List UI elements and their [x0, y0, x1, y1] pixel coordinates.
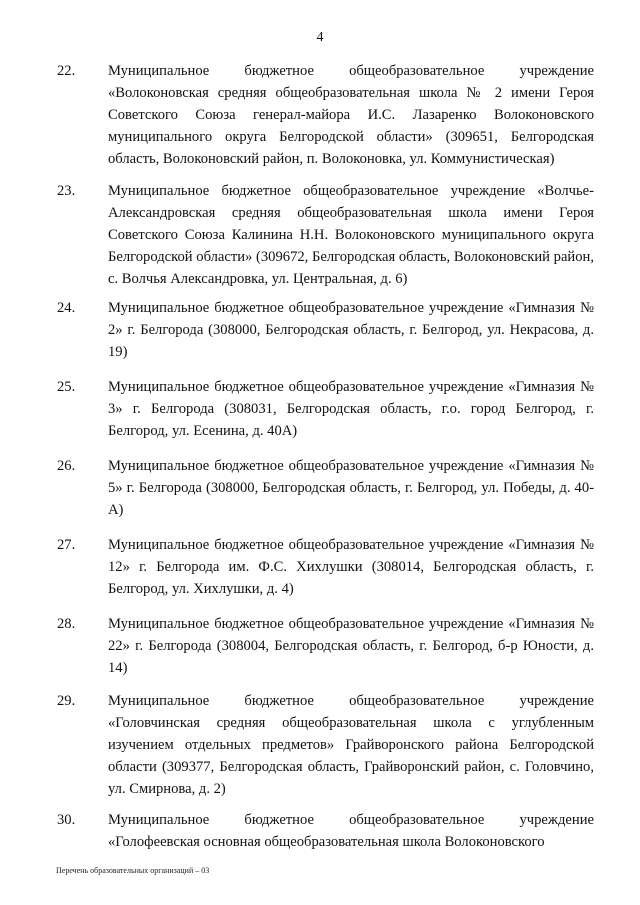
item-number: 28.	[57, 616, 76, 632]
item-number: 27.	[57, 537, 76, 553]
item-text: Муниципальное бюджетное общеобразовательное учреждение «Волчье-Александровская средняя общеобразовательная школа имени Героя Советского Союза Калинина Н.Н. Волоконовского муниципального округа Белгородской области» (309672, Белгородская область, Волоконовский район, с. Волчья Александровка, ул. Центральная, д. 6)	[108, 183, 594, 287]
item-text: Муниципальное бюджетное общеобразовательное учреждение «Гимназия № 22» г. Белгорода (308004, Белгородская область, г. Белгород, б-р Юности, д. 14)	[108, 616, 594, 676]
item-number: 22.	[57, 63, 76, 79]
item-text: Муниципальное бюджетное общеобразовательное учреждение «Гимназия № 12» г. Белгорода им. Ф.С. Хихлушки (308014, Белгородская область, г. Белгород, ул. Хихлушки, д. 4)	[108, 537, 594, 597]
item-text: Муниципальное бюджетное общеобразовательное учреждение «Голофеевская основная общеобразовательная школа Волоконовского	[108, 812, 594, 850]
item-number: 29.	[57, 693, 76, 709]
item-text: Муниципальное бюджетное общеобразовательное учреждение «Гимназия № 3» г. Белгорода (308031, Белгородская область, г.о. город Белгород, г. Белгород, ул. Есенина, д. 40А)	[108, 379, 594, 439]
item-number: 24.	[57, 300, 76, 316]
item-text: Муниципальное бюджетное общеобразовательное учреждение «Гимназия № 5» г. Белгорода (308000, Белгородская область, г. Белгород, ул. Победы, д. 40-А)	[108, 458, 594, 518]
item-number: 26.	[57, 458, 76, 474]
item-text: Муниципальное бюджетное общеобразовательное учреждение «Головчинская средняя общеобразовательная школа с углубленным изучением отдельных предметов» Грайворонского района Белгородской области (309377, Белгородская область, Грайворонский район, с. Головчино, ул. Смирнова, д. 2)	[108, 693, 594, 797]
page-number: 4	[316, 30, 324, 45]
item-number: 30.	[57, 812, 76, 828]
item-text: Муниципальное бюджетное общеобразовательное учреждение «Гимназия № 2» г. Белгорода (308000, Белгородская область, г. Белгород, ул. Некрасова, д. 19)	[108, 300, 594, 360]
item-number: 25.	[57, 379, 76, 395]
item-number: 23.	[57, 183, 76, 199]
page-footer: Перечень образовательных организаций – 03	[56, 866, 210, 875]
item-text: Муниципальное бюджетное общеобразовательное учреждение «Волоконовская средняя общеобразовательная школа № 2 имени Героя Советского Союза генерал-майора И.С. Лазаренко Волоконовского муниципального округа Белгородской области» (309651, Белгородская область, Волоконовский район, п. Волоконовка, ул. Коммунистическая)	[108, 63, 594, 167]
